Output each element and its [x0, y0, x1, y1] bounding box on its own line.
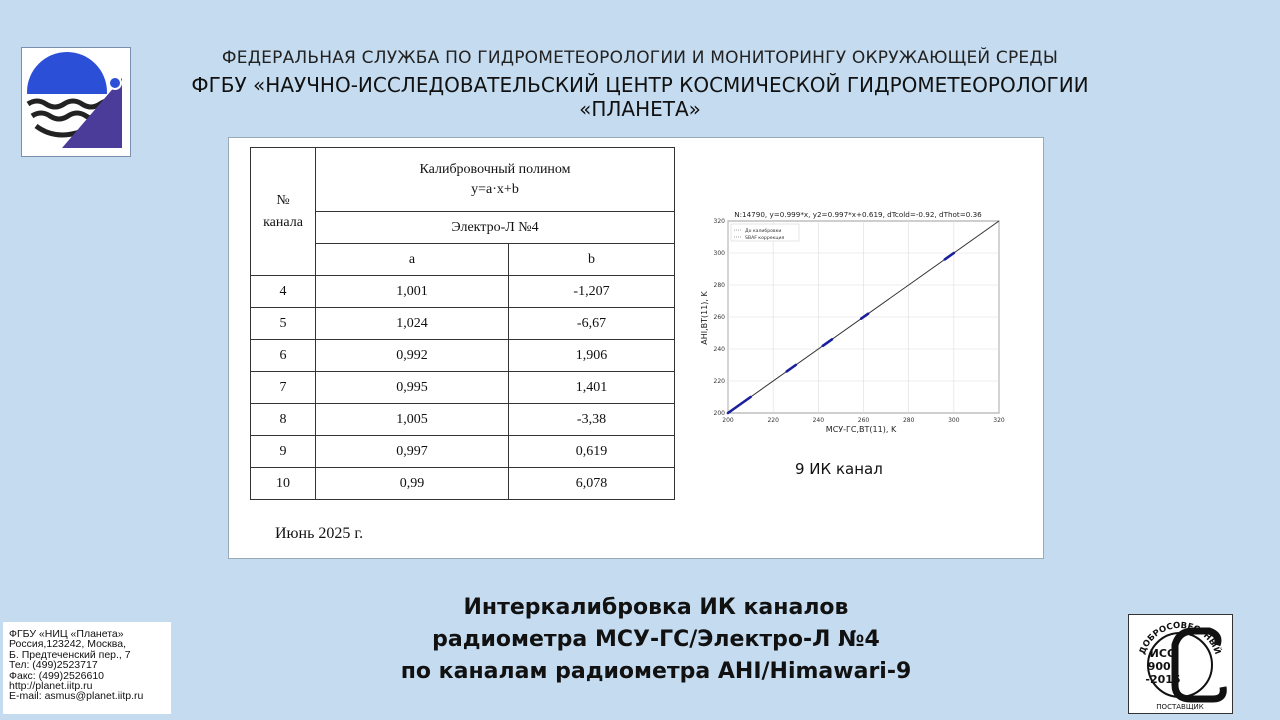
x-tick-label: 320 [993, 417, 1005, 424]
x-tick-label: 280 [902, 417, 915, 424]
table-row [251, 372, 675, 404]
contact-line: Россия,123242, Москва, [9, 638, 126, 651]
channel-header-line2: канала [263, 214, 303, 230]
contact-line: Б. Предтеченский пер., 7 [9, 648, 131, 661]
x-tick-label: 200 [722, 417, 734, 424]
contact-website-link[interactable]: http://planet.iitp.ru [9, 680, 93, 693]
content-panel [228, 137, 1044, 559]
b-cell: -6,67 [509, 308, 675, 340]
polynomial-formula: y=a·x+b [471, 181, 519, 197]
polynomial-header-line1: Калибровочный полином [419, 161, 571, 177]
b-cell: -3,38 [509, 404, 675, 436]
contact-info [3, 622, 171, 714]
y-tick-label: 300 [713, 250, 725, 257]
channel-cell: 10 [251, 468, 316, 500]
contact-line: Тел: (499)2523717 [9, 659, 98, 672]
calibration-table [250, 147, 675, 500]
table-row [251, 340, 675, 372]
planeta-emblem-icon [22, 48, 130, 156]
b-cell: 1,906 [509, 340, 675, 372]
table-row [251, 468, 675, 500]
channel-cell: 8 [251, 404, 316, 436]
y-tick-label: 260 [713, 314, 725, 321]
iso-line2: 9001 [1147, 660, 1179, 673]
a-cell: 0,997 [316, 436, 509, 468]
y-tick-label: 280 [713, 282, 725, 289]
a-cell: 0,995 [316, 372, 509, 404]
channel-cell: 5 [251, 308, 316, 340]
x-tick-label: 300 [948, 417, 960, 424]
channel-cell: 7 [251, 372, 316, 404]
channel-cell: 9 [251, 436, 316, 468]
x-tick-label: 260 [857, 417, 870, 424]
b-cell: 1,401 [509, 372, 675, 404]
chart-title: N:14790, y=0.999*x, y2=0.997*x+0.619, dTcold=-0.92, dThot=0.36 [734, 210, 982, 219]
y-tick-label: 220 [713, 378, 725, 385]
planeta-logo [21, 47, 131, 157]
a-cell: 1,001 [316, 276, 509, 308]
contact-line: Факс: (499)2526610 [9, 669, 105, 682]
table-row [251, 404, 675, 436]
polynomial-header [316, 148, 675, 212]
channel-cell: 6 [251, 340, 316, 372]
b-cell: -1,207 [509, 276, 675, 308]
channel-header [251, 148, 316, 276]
a-cell: 0,992 [316, 340, 509, 372]
org-line-planeta: ФГБУ «НАУЧНО-ИССЛЕДОВАТЕЛЬСКИЙ ЦЕНТР КОСМИЧЕСКОЙ ГИДРОМЕТЕОРОЛОГИИ «ПЛАНЕТА» [191, 73, 1089, 121]
channel-header-line1: № [276, 192, 290, 208]
iso-bottom-text: ПОСТАВЩИК [1156, 703, 1204, 711]
y-tick-label: 200 [713, 410, 725, 417]
iso-certificate-badge [1128, 614, 1233, 714]
legend-entry: До калибровки [745, 229, 782, 234]
chart-caption: 9 ИК канал [795, 460, 883, 478]
contact-line: ФГБУ «НИЦ «Планета» [9, 628, 124, 640]
org-line-federal-service: ФЕДЕРАЛЬНАЯ СЛУЖБА ПО ГИДРОМЕТЕОРОЛОГИИ И МОНИТОРИНГУ ОКРУЖАЮЩЕЙ СРЕДЫ [221, 48, 1059, 68]
column-b-header: b [509, 244, 675, 276]
table-row [251, 308, 675, 340]
y-axis-label: AHI,BT(11), K [700, 291, 709, 345]
contact-email-link[interactable]: E-mail: asmus@planet.iitp.ru [9, 690, 144, 703]
date-label: Июнь 2025 г. [275, 525, 364, 542]
b-cell: 0,619 [509, 436, 675, 468]
table-row [251, 436, 675, 468]
x-tick-label: 240 [812, 417, 825, 424]
legend-entry: SBAF коррекция [745, 236, 785, 241]
iso-seal-icon [1129, 615, 1232, 713]
b-cell: 6,078 [509, 468, 675, 500]
title-line-1: Интеркалибровка ИК каналов [463, 595, 849, 620]
title-line-3: по каналам радиометра AHI/Himawari-9 [400, 659, 912, 684]
a-cell: 1,024 [316, 308, 509, 340]
title-line-2: радиометра МСУ-ГС/Электро-Л №4 [432, 627, 880, 652]
a-cell: 0,99 [316, 468, 509, 500]
table-row [251, 276, 675, 308]
scatter-chart [695, 208, 1005, 438]
y-tick-label: 240 [713, 346, 725, 353]
y-tick-label: 320 [713, 218, 725, 225]
x-tick-label: 220 [767, 417, 779, 424]
iso-line1: ИСО [1149, 647, 1177, 660]
a-cell: 1,005 [316, 404, 509, 436]
column-a-header: a [316, 244, 509, 276]
chart-legend [731, 224, 799, 241]
iso-line3: -2015 [1145, 673, 1181, 686]
satellite-header: Электро-Л №4 [316, 212, 675, 244]
channel-cell: 4 [251, 276, 316, 308]
slide-title [300, 592, 1012, 688]
x-axis-label: МСУ-ГС,BT(11), K [825, 425, 897, 434]
iso-top-text: ДОБРОСОВЕСТНЫЙ [1137, 620, 1223, 656]
